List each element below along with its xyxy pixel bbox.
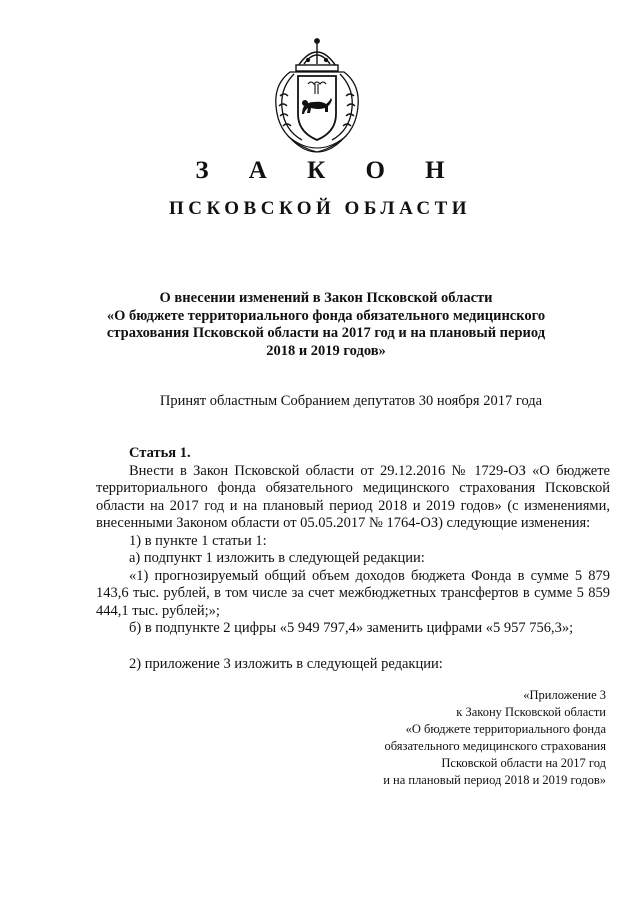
document-type-heading: З А К О Н xyxy=(195,157,462,184)
law-title-line: О внесении изменений в Закон Псковской области xyxy=(159,290,493,306)
law-title-line: 2018 и 2019 годов» xyxy=(266,342,386,359)
pskov-region-coat-of-arms-icon xyxy=(268,36,366,156)
appendix-header-line: «Приложение 3 xyxy=(523,688,606,702)
article-heading: Статья 1. xyxy=(129,445,191,461)
adoption-note: Принят областным Собранием депутатов 30 ноября 2017 года xyxy=(159,393,543,409)
law-title xyxy=(96,290,556,360)
article-body xyxy=(96,445,610,673)
appendix-header-line: к Закону Псковской области xyxy=(456,705,606,719)
issuing-region-heading: ПСКОВСКОЙ ОБЛАСТИ xyxy=(168,198,472,219)
law-title-line: «О бюджете территориального фонда обязательного медицинского xyxy=(106,307,546,324)
article-item-1b: б) в подпункте 2 цифры «5 949 797,4» заменить цифрами «5 957 756,3»; xyxy=(129,620,574,636)
article-item-1: 1) в пункте 1 статьи 1: xyxy=(129,532,267,549)
appendix-header-line: «О бюджете территориального фонда xyxy=(405,722,606,736)
law-title-line: страхования Псковской области на 2017 год и на плановый период xyxy=(106,325,546,341)
article-intro-paragraph: Внести в Закон Псковской области от 29.12.2016 № 1729-ОЗ «О бюджете территориального фонда обязательного медицинского страхования Псковской области на 2017 год и на плановый период 2018 и 2019 годов» (с изменениями, внесенными Законом области от 05.05.2017 № 1764-ОЗ) следующие изменения: xyxy=(96,462,610,531)
article-item-2: 2) приложение 3 изложить в следующей редакции: xyxy=(129,655,443,672)
article-item-1a-text: «1) прогнозируемый общий объем доходов бюджета Фонда в сумме 5 879 143,6 тыс. рублей, в том числе за счет межбюджетных трансфертов в сумме 5 859 444,1 тыс. рублей;»; xyxy=(96,567,610,619)
appendix-header-line: Псковской области на 2017 год xyxy=(441,756,606,770)
appendix-header-line: обязательного медицинского страхования xyxy=(384,739,606,753)
article-item-1a: а) подпункт 1 изложить в следующей редакции: xyxy=(129,550,425,566)
appendix-header-line: и на плановый период 2018 и 2019 годов» xyxy=(383,773,606,787)
appendix-header xyxy=(330,687,606,789)
